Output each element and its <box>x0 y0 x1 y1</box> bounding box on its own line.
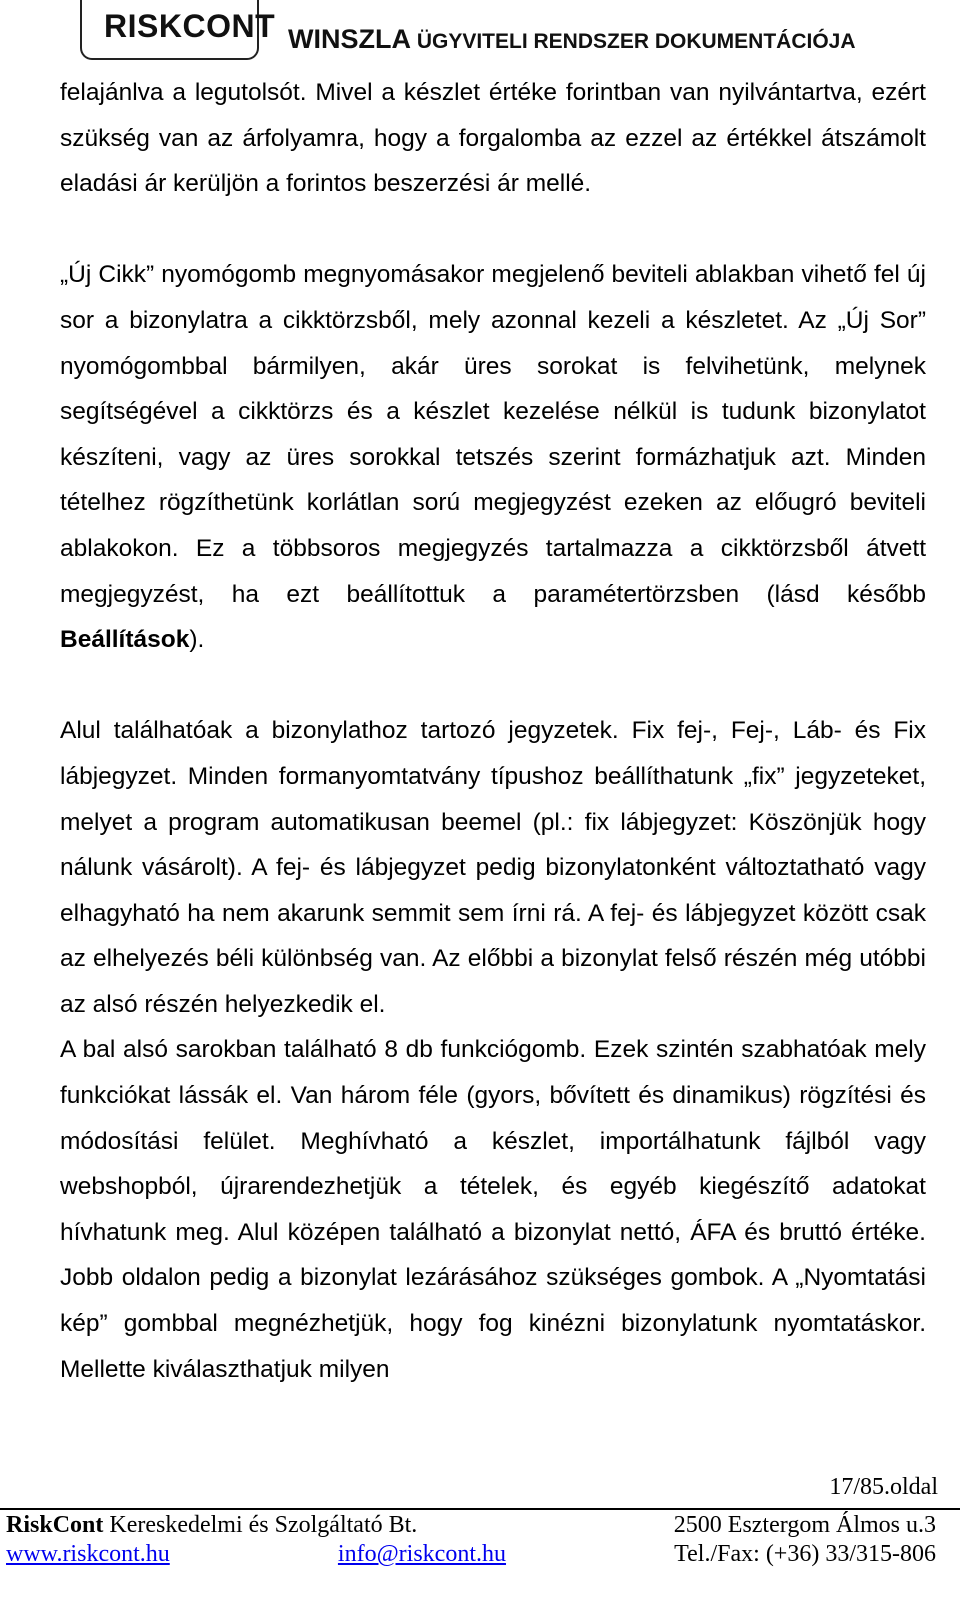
paragraph-2-text: „Új Cikk” nyomógomb megnyomásakor megjelenő beviteli ablakban vihető fel új sor a bizonylatra a cikktörzsből, mely azonnal kezeli a készletet. Az „Új Sor” nyomógombbal bármilyen, akár üres sorokat is felvihetünk, melynek segítségével a cikktörzs és a készlet kezelése nélkül is tudunk bizonylatot készíteni, vagy az üres sorokkal tetszés szerint formázhatjuk azt. Minden tételhez rögzíthetünk korlátlan sorú megjegyzést ezeken az előugró beviteli ablakokon. Ez a többsoros megjegyzés tartalmazza a cikktörzsből átvett megjegyzést, ha ezt beállítottuk a paramétertörzsben (lásd később <box>60 261 926 608</box>
title-rest: ÜGYVITELI RENDSZER DOKUMENTÁCIÓJA <box>416 30 856 53</box>
footer-divider <box>0 1508 960 1510</box>
paragraph-2 <box>60 252 926 662</box>
paragraph-2-end: ). <box>189 626 205 654</box>
logo-text: RISKCONT <box>104 8 276 44</box>
riskcont-logo <box>80 0 276 60</box>
paragraph-1: felajánlva a legutolsót. Mivel a készlet értéke forintban van nyilvántartva, ezért szükség van az árfolyamra, hogy a forgalomba az ezzel az értékkel átszámolt eladási ár kerüljön a forintos beszerzési ár mellé. <box>60 79 926 198</box>
phone-fax: Tel./Fax: (+36) 33/315-806 <box>674 1541 936 1567</box>
page-number: 17/85.oldal <box>829 1474 938 1500</box>
paragraph-3: Alul találhatóak a bizonylathoz tartozó jegyzetek. Fix fej-, Fej-, Láb- és Fix lábjegyzet. Minden formanyomtatvány típushoz beállíthatunk „fix” jegyzeteket, melyet a program automatikusan beemel (pl.: fix lábjegyzet: Köszönjük hogy nálunk vásárolt). A fej- és lábjegyzet pedig bizonylatonként változtatható vagy elhagyható ha nem akarunk semmit sem írni rá. A fej- és lábjegyzet között csak az elhelyezés béli különbség van. Az előbbi a bizonylat felső részén még utóbbi az alsó részén helyezkedik el. <box>60 717 926 1018</box>
document-body <box>60 70 926 1392</box>
page-header <box>70 0 940 62</box>
company-name <box>6 1512 417 1539</box>
footer-line-1 <box>6 1512 936 1539</box>
title-product: WINSZLA <box>288 24 411 54</box>
company-address: 2500 Esztergom Álmos u.3 <box>673 1512 936 1538</box>
settings-reference: Beállítások <box>60 626 190 654</box>
email-link[interactable]: info@riskcont.hu <box>337 1541 507 1567</box>
document-title <box>288 24 856 55</box>
paragraph-4: A bal alsó sarokban található 8 db funkciógomb. Ezek szintén szabhatóak mely funkciókat lássák el. Van három féle (gyors, bővített és dinamikus) rögzítési és módosítási felület. Meghívható a készlet, importálhatunk fájlból vagy webshopból, újrarendezhetjük a tételek, és egyéb kiegészítő adatokat hívhatunk meg. Alul középen található a bizonylat nettó, ÁFA és bruttó értéke. Jobb oldalon pedig a bizonylat lezárásához szükséges gombok. A „Nyomtatási kép” gombbal megnézhetjük, hogy fog kinézni bizonylatunk nyomtatáskor. Mellette kiválaszthatjuk milyen <box>60 1036 926 1383</box>
company-name-rest: Kereskedelmi és Szolgáltató Bt. <box>103 1512 418 1538</box>
footer-line-2 <box>6 1541 936 1568</box>
website-link[interactable]: www.riskcont.hu <box>6 1541 170 1567</box>
company-name-bold: RiskCont <box>6 1512 104 1538</box>
